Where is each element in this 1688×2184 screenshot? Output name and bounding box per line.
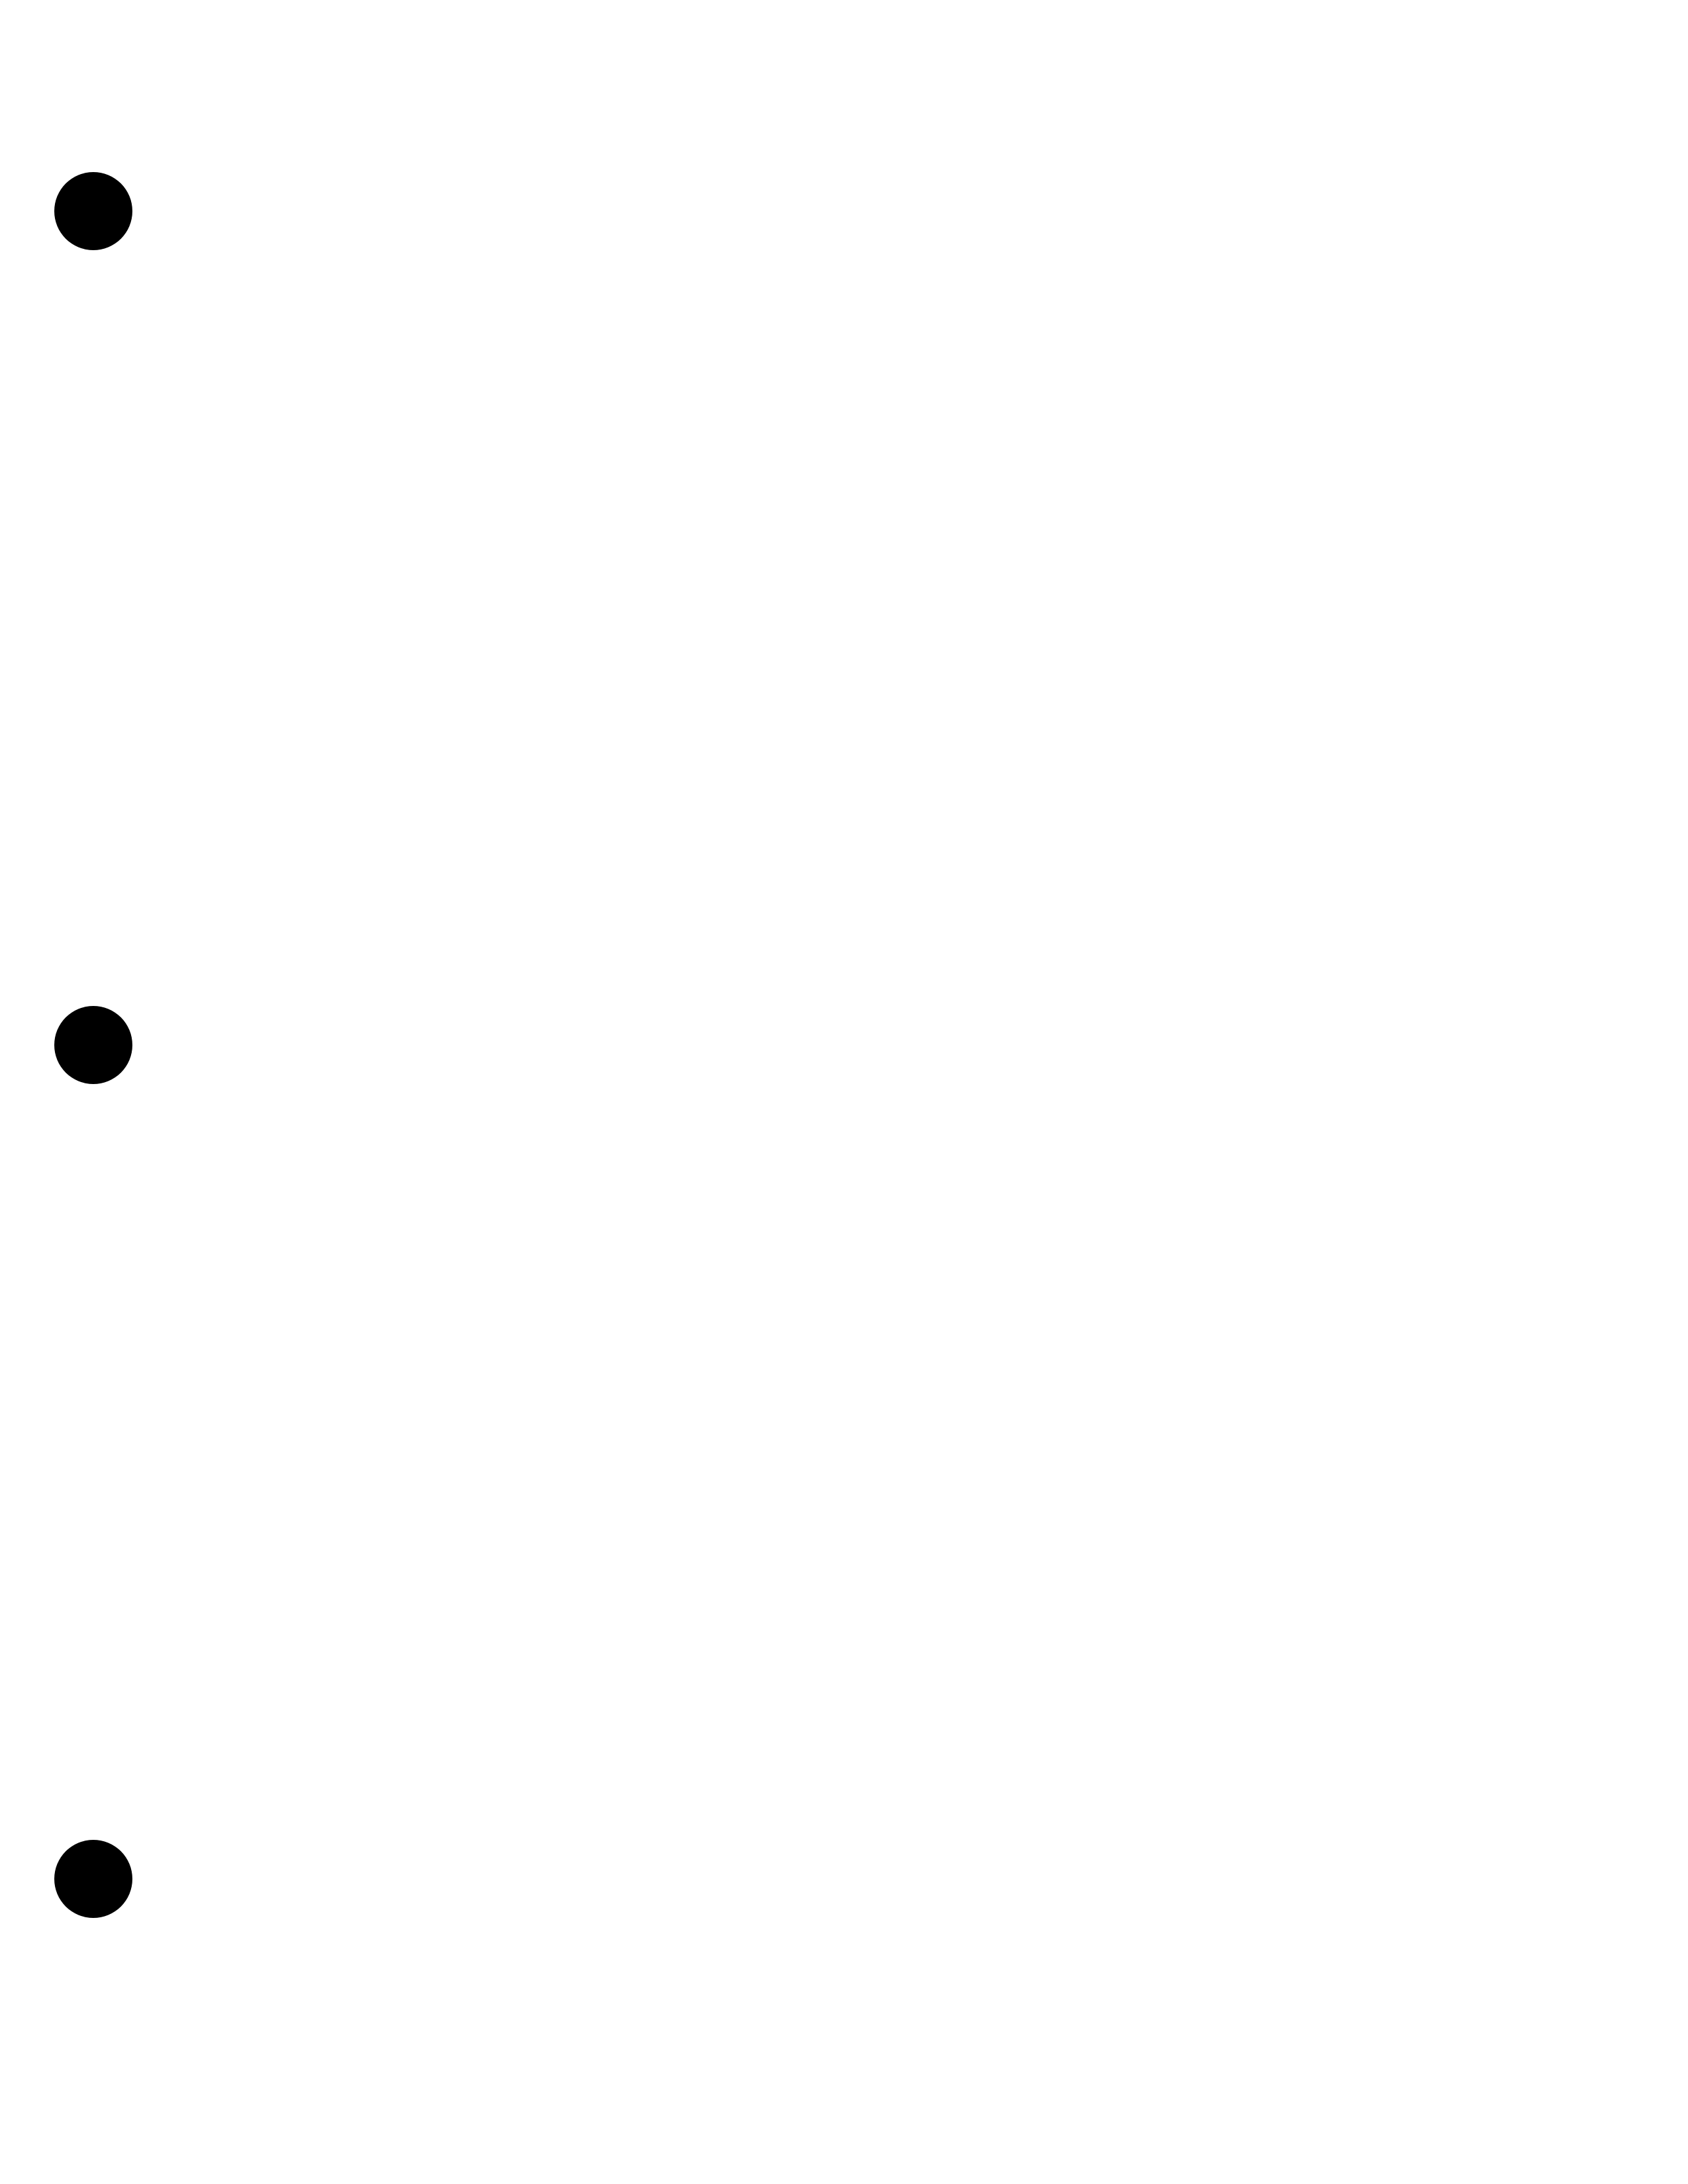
punch-hole	[54, 172, 132, 250]
punch-hole	[54, 1006, 132, 1084]
punch-hole	[54, 1840, 132, 1918]
